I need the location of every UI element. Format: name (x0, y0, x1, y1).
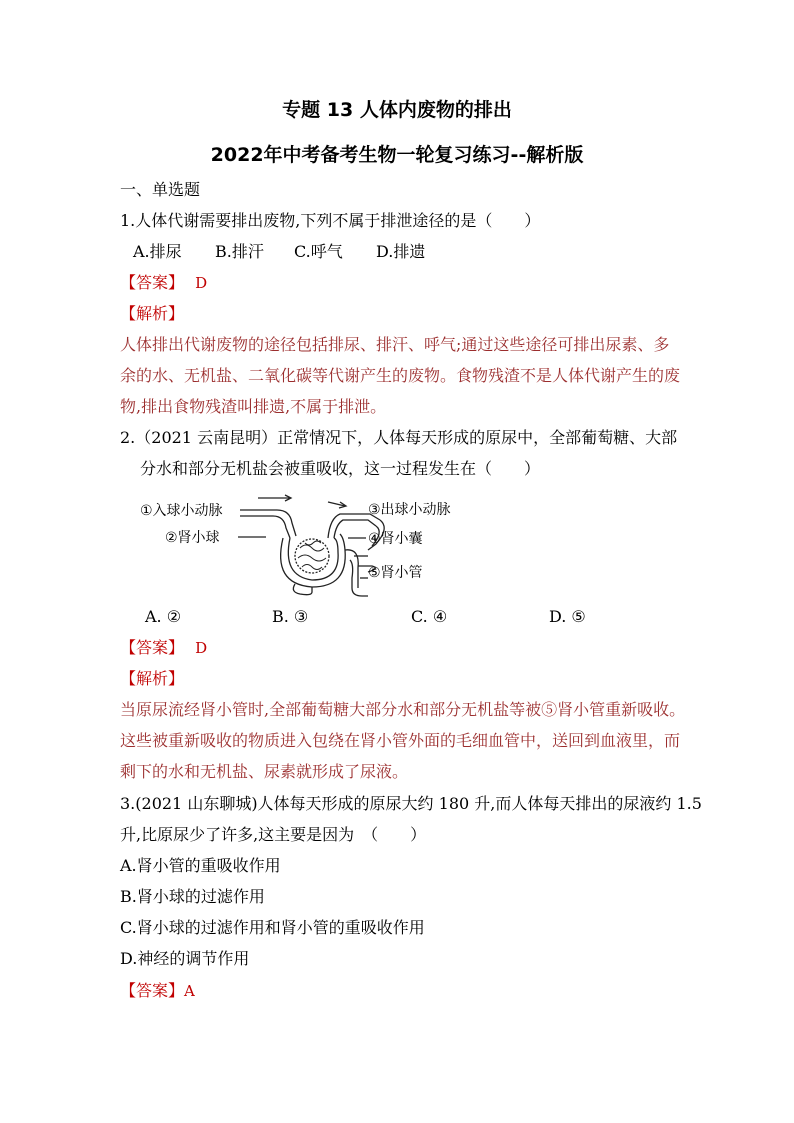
label-bowmans-capsule: ④肾小囊 (368, 531, 423, 547)
answer-label: 【答案】 (120, 273, 185, 292)
answer-label: 【答案】 (120, 981, 185, 1000)
q1-options (133, 242, 425, 262)
q1-analysis-line: 物,排出食物残渣叫排遗,不属于排泄。 (120, 397, 387, 416)
q1-analysis-line: 人体排出代谢废物的途径包括排尿、排汗、呼气;通过这些途径可排出尿素、多 (120, 335, 670, 354)
q1-option-b: B.排汗 (215, 242, 264, 261)
q2-analysis-line: 这些被重新吸收的物质进入包绕在肾小管外面的毛细血管中，送回到血液里，而 (120, 731, 681, 750)
q2-option-b: B. ③ (272, 607, 309, 626)
q3-answer: A (184, 982, 195, 1000)
q3-option-b: B.肾小球的过滤作用 (120, 887, 265, 906)
q2-stem-line: 分水和部分无机盐会被重吸收，这一过程发生在（ ） (140, 459, 541, 478)
q1-answer: D (195, 274, 208, 292)
section-heading: 一、单选题 (120, 180, 201, 199)
label-renal-tubule: ⑤肾小管 (368, 565, 423, 581)
q1-option-c: C.呼气 (294, 242, 343, 261)
q2-stem-line: 2.（2021 云南昆明）正常情况下，人体每天形成的原尿中，全部葡萄糖、大部 (120, 428, 678, 447)
q3-option-a: A.肾小管的重吸收作用 (120, 856, 281, 875)
label-glomerulus: ②肾小球 (165, 530, 220, 546)
q3-stem-line: 3.(2021 山东聊城)人体每天形成的原尿大约 180 升,而人体每天排出的尿液约 1.5 (120, 794, 702, 813)
page-subtitle: 2022年中考备考生物一轮复习练习--解析版 (210, 144, 584, 166)
q3-stem-line: 升,比原尿少了许多,这主要是因为 （ ） (120, 825, 427, 844)
q3-option-d: D.神经的调节作用 (120, 949, 250, 968)
q3-answer-row (120, 981, 195, 1001)
q1-answer-row (120, 273, 207, 293)
q2-option-d: D. ⑤ (549, 607, 586, 626)
label-afferent-arteriole: ①入球小动脉 (140, 503, 223, 519)
q3-option-c: C.肾小球的过滤作用和肾小管的重吸收作用 (120, 918, 425, 937)
q2-answer-row (120, 638, 207, 658)
q2-analysis-line: 当原尿流经肾小管时,全部葡萄糖大部分水和部分无机盐等被⑤肾小管重新吸收。 (120, 700, 686, 719)
analysis-label: 【解析】 (120, 669, 185, 688)
q2-options (145, 607, 586, 627)
q1-option-a: A.排尿 (133, 242, 182, 261)
q2-option-a: A. ② (145, 607, 182, 626)
q2-analysis-line: 剩下的水和无机盐、尿素就形成了尿液。 (120, 762, 409, 781)
answer-label: 【答案】 (120, 638, 185, 657)
label-efferent-arteriole: ③出球小动脉 (368, 502, 451, 518)
page-title: 专题 13 人体内废物的排出 (282, 99, 512, 121)
nephron-diagram (140, 488, 470, 598)
q1-analysis-line: 余的水、无机盐、二氧化碳等代谢产生的废物。食物残渣不是人体代谢产生的废 (120, 366, 681, 385)
q2-answer: D (195, 639, 208, 657)
q1-option-d: D.排遗 (376, 242, 426, 261)
analysis-label: 【解析】 (120, 304, 185, 323)
q2-option-c: C. ④ (411, 607, 448, 626)
q1-stem: 1.人体代谢需要排出废物,下列不属于排泄途径的是（ ） (120, 211, 541, 230)
